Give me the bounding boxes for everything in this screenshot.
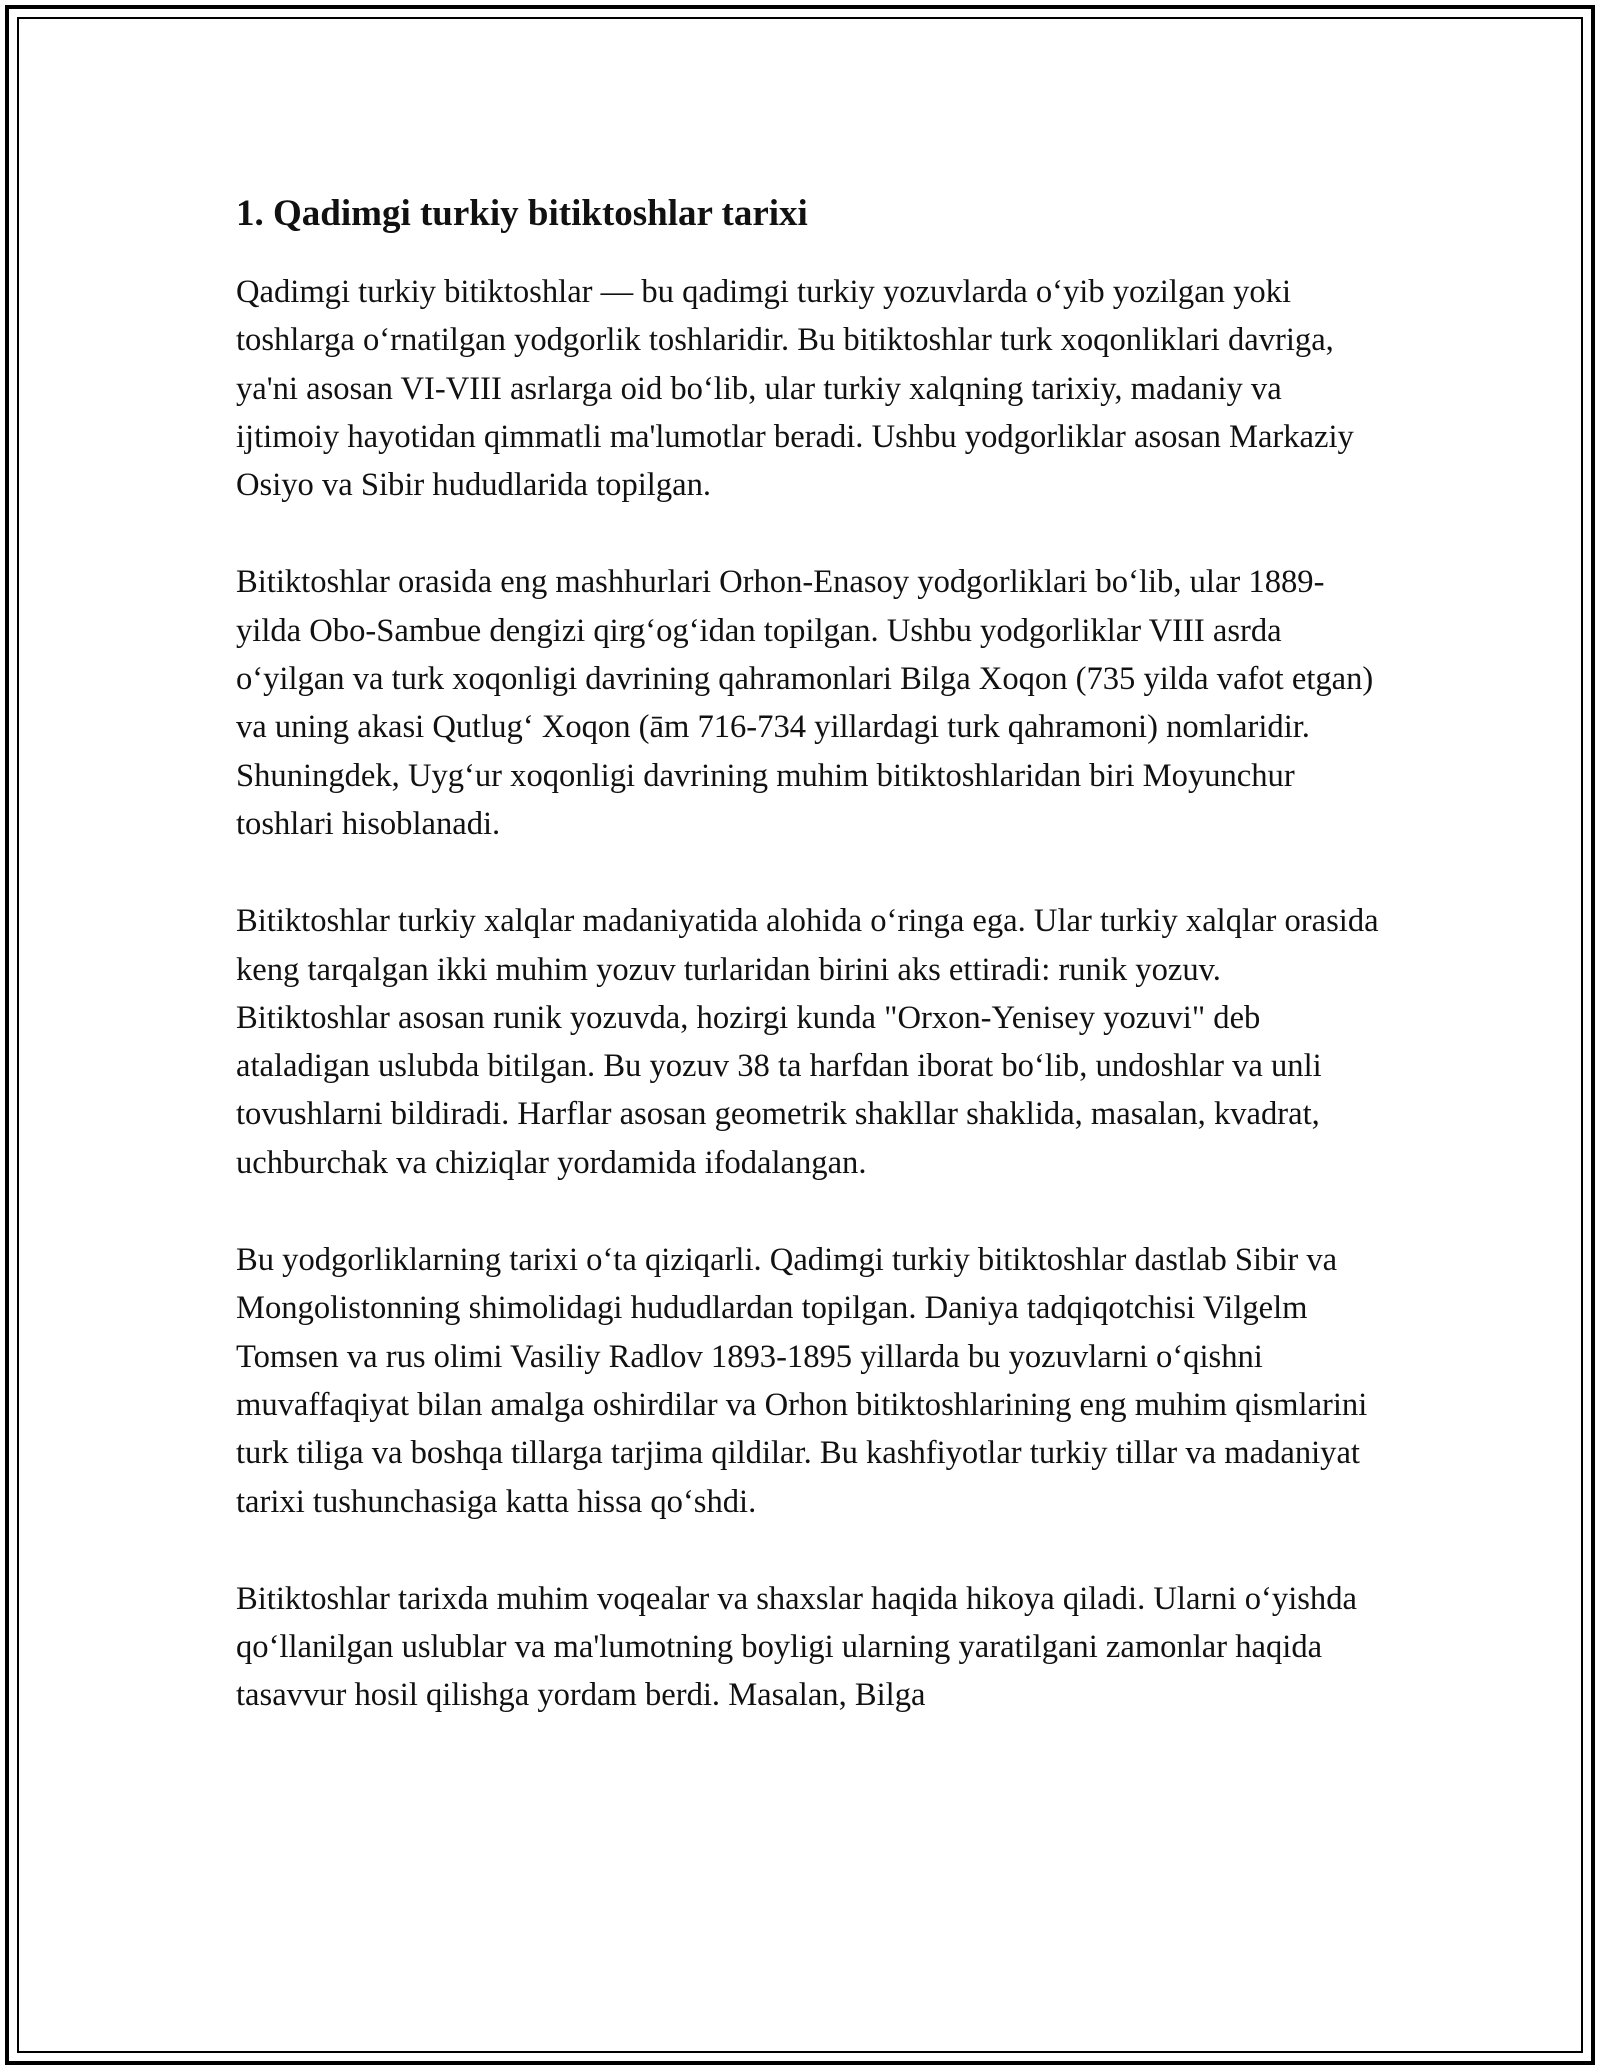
paragraph-4: Bu yodgorliklarning tarixi o‘ta qiziqarli. Qadimgi turkiy bitiktoshlar dastlab Sibir va Mongolistonning shimolidagi hududlardan topilgan. Daniya tadqiqotchisi Vilgelm Tomsen va rus olimi Vasiliy Radlov 1893-1895 yillarda bu yozuvlarni o‘qishni muvaffaqiyat bilan amalga oshirdilar va Orhon bitiktoshlarining eng muhim qismlarini turk tiliga va boshqa tillarga tarjima qildilar. Bu kashfiyotlar turkiy tillar va madaniyat tarixi tushunchasiga katta hissa qo‘shdi. bbox=[236, 1242, 1368, 1520]
paragraph-2: Bitiktoshlar orasida eng mashhurlari Orhon-Enasoy yodgorliklari bo‘lib, ular 1889-yilda Obo-Sambue dengizi qirg‘og‘idan topilgan. Ushbu yodgorliklar VIII asrda o‘yilgan va turk xoqonligi davrining qahramonlari Bilga Xoqon (735 yilda vafot etgan) va uning akasi Qutlug‘ Xoqon (ām 716-734 yillardagi turk qahramoni) nomlaridir. Shuningdek, Uyg‘ur xoqonligi davrining muhim bitiktoshlaridan biri Moyunchur toshlari hisoblanadi. bbox=[236, 564, 1374, 842]
paragraph-1: Qadimgi turkiy bitiktoshlar — bu qadimgi turkiy yozuvlarda o‘yib yozilgan yoki toshlarga o‘rnatilgan yodgorlik toshlaridir. Bu bitiktoshlar turk xoqonliklari davriga, ya'ni asosan VI-VIII asrlarga oid bo‘lib, ular turkiy xalqning tarixiy, madaniy va ijtimoiy hayotidan qimmatli ma'lumotlar beradi. Ushbu yodgorliklar asosan Markaziy Osiyo va Sibir hududlarida topilgan. bbox=[236, 274, 1354, 504]
section-title: 1. Qadimgi turkiy bitiktoshlar tarixi bbox=[236, 193, 808, 234]
document-body bbox=[236, 190, 1382, 1769]
paragraph-5: Bitiktoshlar tarixda muhim voqealar va shaxslar haqida hikoya qiladi. Ularni o‘yishda qo‘llanilgan uslublar va ma'lumotning boyligi ularning yaratilgani zamonlar haqida tasavvur hosil qilishga yordam berdi. Masalan, Bilga bbox=[236, 1580, 1357, 1714]
paragraph-3: Bitiktoshlar turkiy xalqlar madaniyatida alohida o‘ringa ega. Ular turkiy xalqlar orasida keng tarqalgan ikki muhim yozuv turlaridan birini aks ettiradi: runik yozuv. Bitiktoshlar asosan runik yozuvda, hozirgi kunda "Orxon-Yenisey yozuvi" deb ataladigan uslubda bitilgan. Bu yozuv 38 ta harfdan iborat bo‘lib, undoshlar va unli tovushlarni bildiradi. Harflar asosan geometrik shakllar shaklida, masalan, kvadrat, uchburchak va chiziqlar yordamida ifodalangan. bbox=[236, 903, 1379, 1181]
